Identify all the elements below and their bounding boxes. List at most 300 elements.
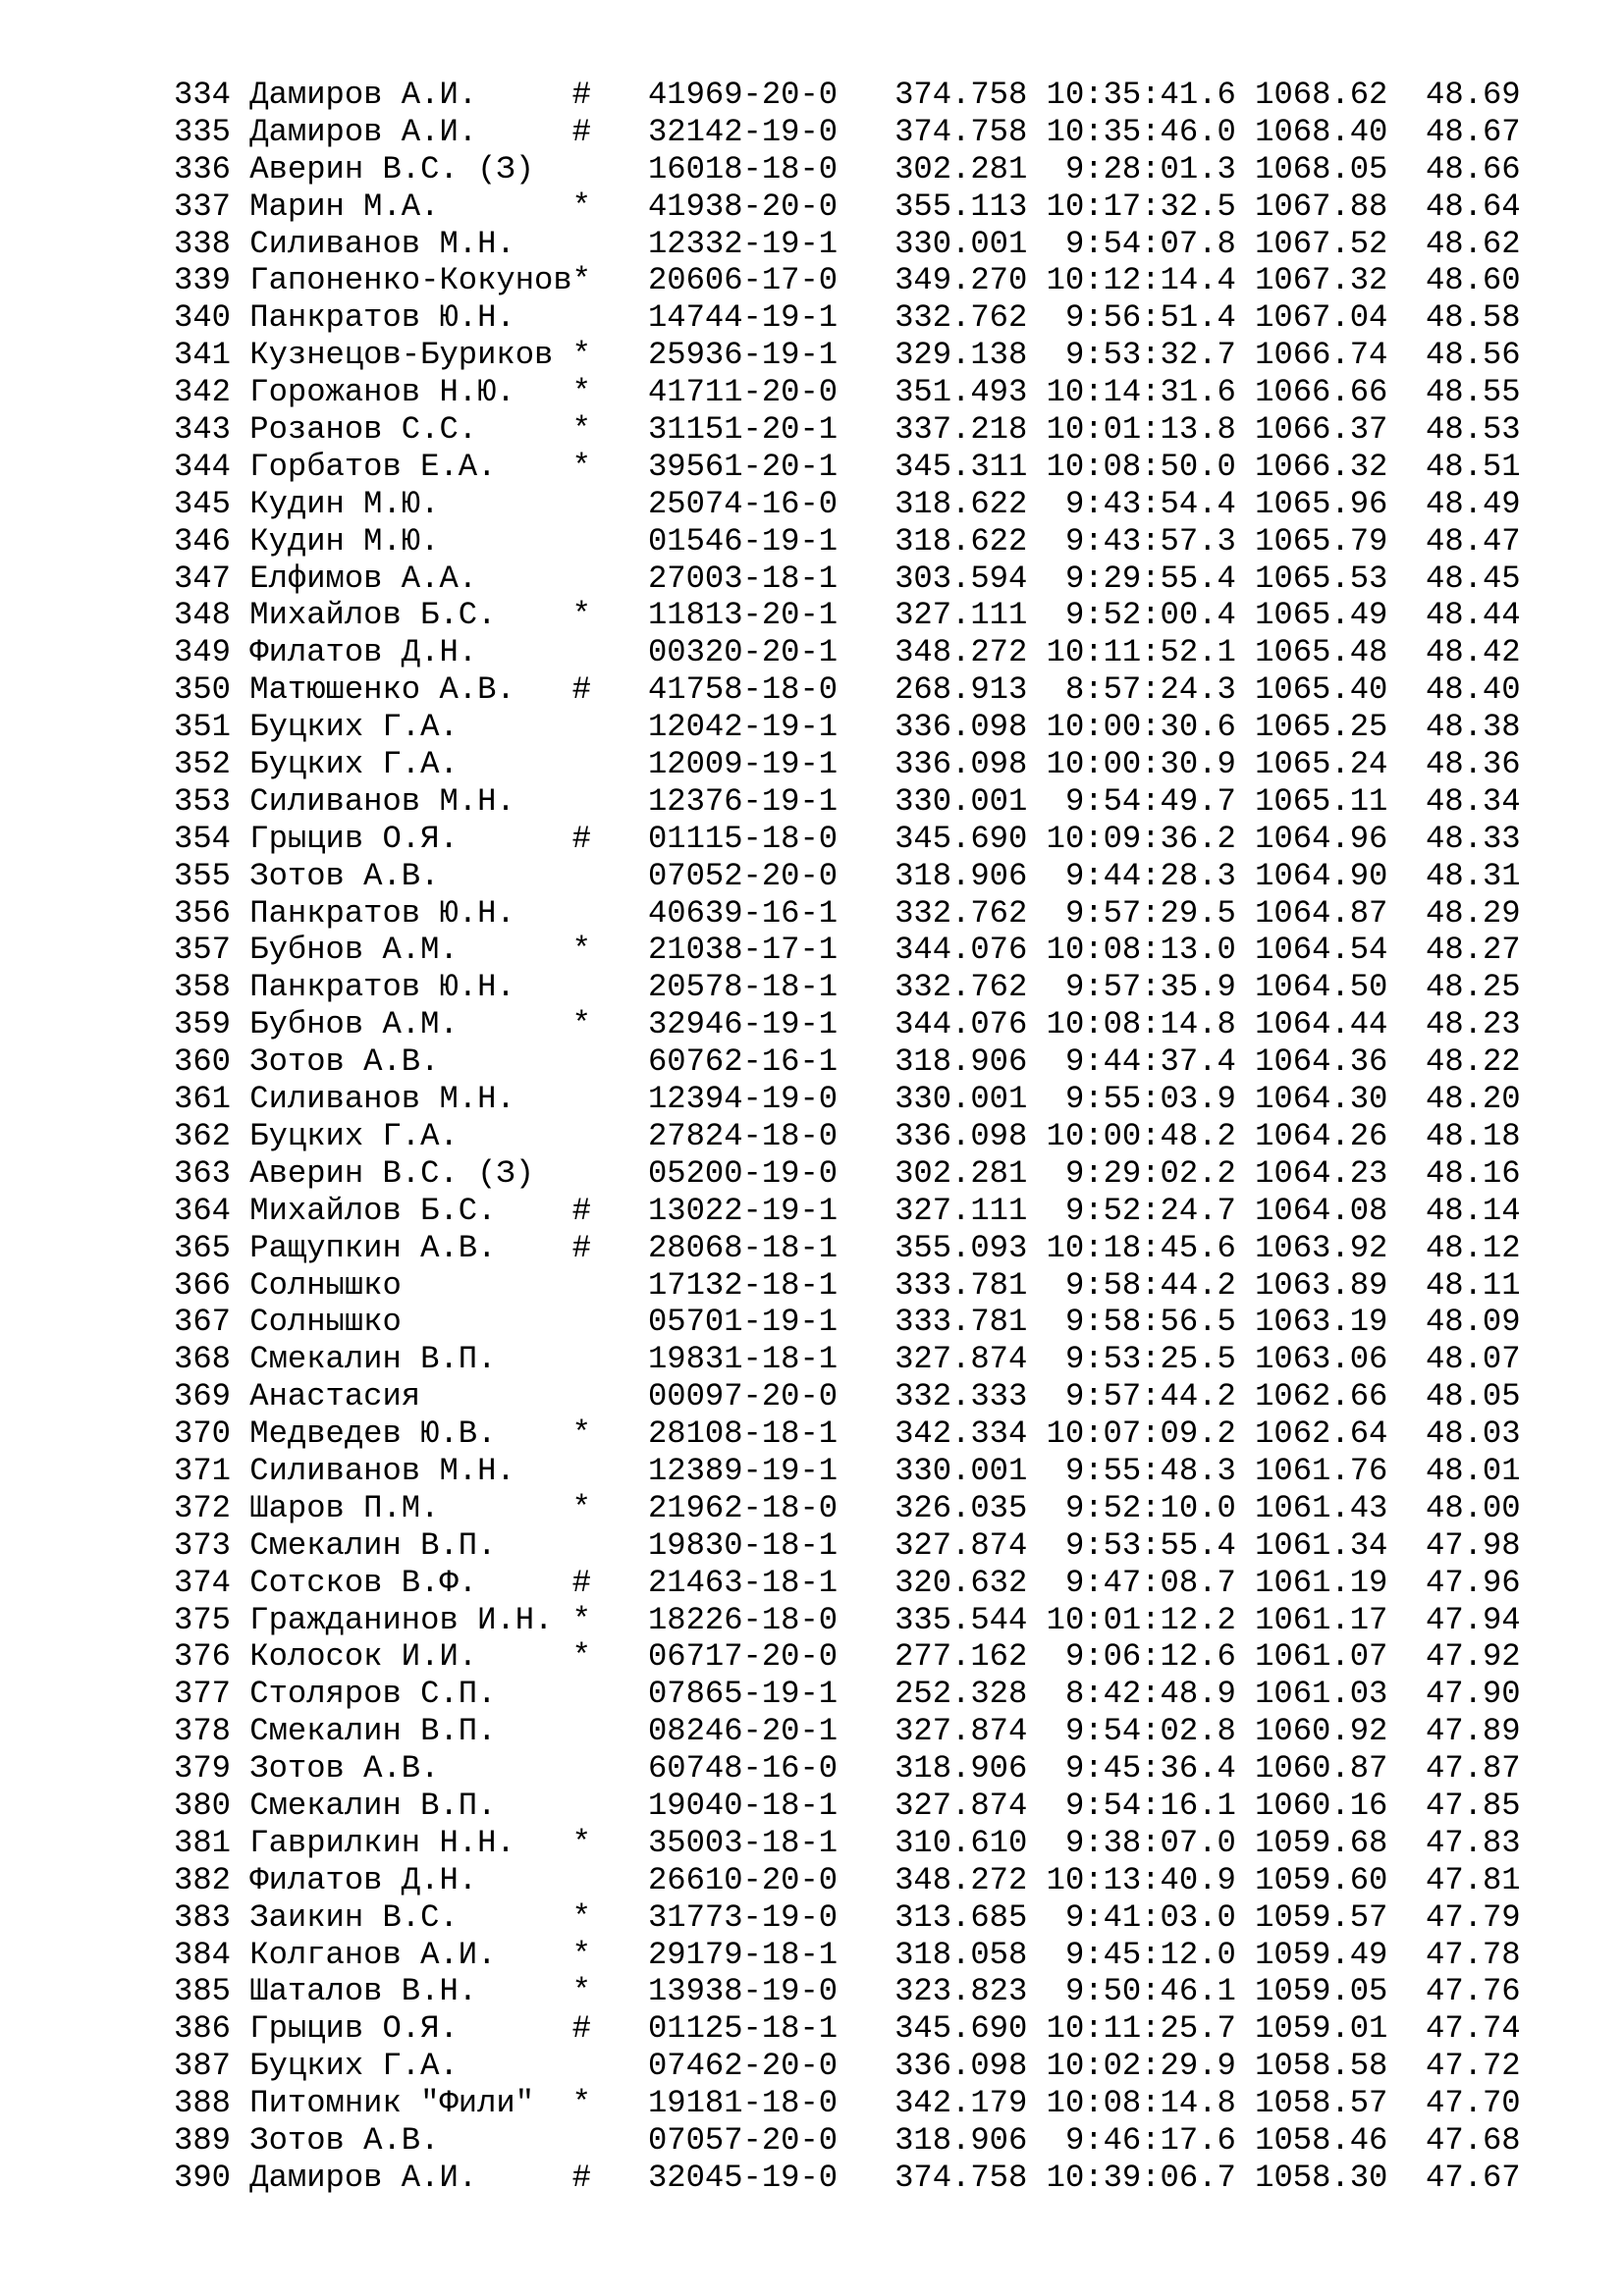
distance-cell: 345.690 <box>894 820 1028 857</box>
arrival-time-cell: 9:28:01.3 <box>1064 150 1236 187</box>
ring-number-cell: 32142-19-0 <box>647 113 839 150</box>
fancier-name-cell: Кудин М.Ю. <box>249 522 440 560</box>
arrival-time-cell: 10:35:46.0 <box>1046 113 1236 150</box>
points-cell: 48.29 <box>1425 894 1521 932</box>
distance-cell: 342.334 <box>894 1415 1028 1453</box>
distance-cell: 318.906 <box>894 1750 1028 1788</box>
fancier-name-cell: Дамиров А.И. <box>249 113 478 150</box>
place-cell: 382 <box>174 1861 231 1898</box>
table-row <box>174 1118 1521 1155</box>
place-cell: 367 <box>174 1304 231 1341</box>
fancier-name-cell: Буцких Г.А. <box>249 2048 459 2085</box>
place-cell: 366 <box>174 1266 231 1304</box>
distance-cell: 336.098 <box>894 746 1028 783</box>
place-cell: 374 <box>174 1564 231 1601</box>
ring-number-cell: 06717-20-0 <box>647 1638 839 1676</box>
place-cell: 378 <box>174 1713 231 1750</box>
arrival-time-cell: 9:57:35.9 <box>1064 969 1236 1006</box>
speed-cell: 1062.64 <box>1255 1415 1388 1453</box>
place-cell: 336 <box>174 150 231 187</box>
points-cell: 48.22 <box>1426 1043 1521 1081</box>
arrival-time-cell: 9:45:12.0 <box>1064 1936 1236 1973</box>
points-cell: 47.90 <box>1425 1676 1521 1713</box>
points-cell: 47.78 <box>1425 1936 1521 1973</box>
points-cell: 48.16 <box>1426 1154 1521 1192</box>
speed-cell: 1066.74 <box>1255 337 1388 374</box>
fancier-name-cell: Панкратов Ю.Н. <box>249 299 515 337</box>
fancier-name-cell: Колганов А.И. <box>249 1936 497 1973</box>
mark-cell: # <box>571 1564 591 1601</box>
fancier-name-cell: Зотов А.В. <box>249 1043 440 1081</box>
arrival-time-cell: 9:43:57.3 <box>1064 522 1236 560</box>
speed-cell: 1065.79 <box>1255 522 1388 560</box>
points-cell: 47.70 <box>1426 2085 1521 2122</box>
distance-cell: 332.762 <box>894 894 1028 932</box>
table-row <box>174 1638 1521 1676</box>
fancier-name-cell: Михайлов Б.С. <box>249 1192 497 1229</box>
points-cell: 48.11 <box>1425 1266 1521 1304</box>
arrival-time-cell: 9:52:10.0 <box>1064 1489 1236 1526</box>
distance-cell: 355.093 <box>894 1229 1028 1266</box>
speed-cell: 1060.16 <box>1255 1787 1388 1824</box>
arrival-time-cell: 9:58:56.5 <box>1064 1304 1236 1341</box>
points-cell: 48.55 <box>1425 374 1521 411</box>
ring-number-cell: 31773-19-0 <box>647 1898 839 1936</box>
fancier-name-cell: Панкратов Ю.Н. <box>249 969 515 1006</box>
table-row <box>174 1341 1521 1378</box>
speed-cell: 1066.32 <box>1255 448 1388 485</box>
speed-cell: 1064.87 <box>1255 894 1388 932</box>
arrival-time-cell: 9:06:12.6 <box>1064 1638 1236 1676</box>
place-cell: 386 <box>174 2010 231 2048</box>
table-row <box>174 299 1521 337</box>
mark-cell: * <box>571 597 591 634</box>
mark-cell: * <box>571 374 591 411</box>
distance-cell: 333.781 <box>894 1266 1028 1304</box>
speed-cell: 1064.90 <box>1255 857 1388 894</box>
table-row <box>174 1713 1521 1750</box>
points-cell: 48.25 <box>1425 969 1521 1006</box>
speed-cell: 1059.49 <box>1255 1936 1388 1973</box>
speed-cell: 1065.96 <box>1255 485 1388 522</box>
speed-cell: 1064.50 <box>1255 969 1388 1006</box>
distance-cell: 336.098 <box>894 709 1028 746</box>
arrival-time-cell: 8:42:48.9 <box>1064 1676 1236 1713</box>
table-row <box>174 1043 1521 1081</box>
distance-cell: 303.594 <box>894 560 1028 597</box>
table-row <box>174 1937 1521 1974</box>
ring-number-cell: 18226-18-0 <box>647 1601 839 1638</box>
speed-cell: 1064.08 <box>1255 1192 1388 1229</box>
mark-cell: # <box>571 671 591 709</box>
fancier-name-cell: Аверин В.С. (З) <box>249 1154 535 1192</box>
points-cell: 48.45 <box>1426 560 1521 597</box>
speed-cell: 1064.96 <box>1255 820 1388 857</box>
mark-cell: * <box>571 337 591 374</box>
table-row <box>174 1453 1521 1490</box>
mark-cell: * <box>571 1638 591 1676</box>
arrival-time-cell: 10:35:41.6 <box>1046 77 1236 113</box>
ring-number-cell: 05200-19-0 <box>647 1154 839 1192</box>
fancier-name-cell: Зотов А.В. <box>249 2121 440 2159</box>
ring-number-cell: 21463-18-1 <box>647 1564 839 1601</box>
mark-cell: * <box>571 2085 591 2122</box>
arrival-time-cell: 10:39:06.7 <box>1046 2159 1236 2196</box>
distance-cell: 327.111 <box>894 1192 1028 1229</box>
fancier-name-cell: Буцких Г.А. <box>249 1117 459 1154</box>
arrival-time-cell: 10:08:14.8 <box>1046 2085 1236 2122</box>
arrival-time-cell: 10:00:30.6 <box>1046 709 1236 746</box>
fancier-name-cell: Матюшенко А.В. <box>249 671 515 709</box>
fancier-name-cell: Смекалин В.П. <box>249 1526 497 1564</box>
ring-number-cell: 21962-18-0 <box>647 1489 839 1526</box>
ring-number-cell: 13938-19-0 <box>647 1973 839 2010</box>
speed-cell: 1066.66 <box>1255 374 1388 411</box>
mark-cell: * <box>571 1415 591 1453</box>
points-cell: 48.12 <box>1425 1229 1521 1266</box>
place-cell: 388 <box>174 2085 231 2122</box>
ring-number-cell: 16018-18-0 <box>647 150 839 187</box>
table-row <box>174 1006 1521 1043</box>
arrival-time-cell: 9:55:03.9 <box>1064 1081 1236 1118</box>
fancier-name-cell: Смекалин В.П. <box>249 1787 497 1824</box>
speed-cell: 1064.44 <box>1255 1006 1388 1043</box>
fancier-name-cell: Силиванов М.Н. <box>249 225 515 262</box>
table-row <box>174 374 1521 411</box>
distance-cell: 348.272 <box>894 1861 1028 1898</box>
place-cell: 375 <box>174 1601 231 1638</box>
place-cell: 360 <box>174 1043 231 1081</box>
ring-number-cell: 28108-18-1 <box>647 1415 839 1453</box>
ring-number-cell: 08246-20-1 <box>647 1713 839 1750</box>
ring-number-cell: 07052-20-0 <box>647 857 839 894</box>
arrival-time-cell: 9:57:44.2 <box>1064 1378 1236 1415</box>
speed-cell: 1058.46 <box>1255 2121 1388 2159</box>
fancier-name-cell: Солнышко <box>249 1304 402 1341</box>
speed-cell: 1061.43 <box>1255 1489 1388 1526</box>
arrival-time-cell: 9:29:02.2 <box>1064 1154 1236 1192</box>
table-row <box>174 1081 1521 1118</box>
fancier-name-cell: Гапоненко-Кокунов <box>249 262 572 299</box>
place-cell: 352 <box>174 746 231 783</box>
mark-cell: * <box>571 1898 591 1936</box>
speed-cell: 1065.24 <box>1255 746 1388 783</box>
mark-cell: # <box>571 77 591 113</box>
table-row <box>174 1378 1521 1415</box>
table-row <box>174 671 1521 709</box>
table-row <box>174 932 1521 969</box>
table-row <box>174 77 1521 114</box>
points-cell: 48.36 <box>1426 746 1521 783</box>
points-cell: 48.27 <box>1426 932 1521 969</box>
ring-number-cell: 11813-20-1 <box>647 597 839 634</box>
ring-number-cell: 41938-20-0 <box>647 187 839 225</box>
mark-cell: * <box>571 1824 591 1861</box>
place-cell: 379 <box>174 1750 231 1788</box>
points-cell: 47.74 <box>1426 2010 1521 2048</box>
fancier-name-cell: Колосок И.И. <box>249 1638 478 1676</box>
table-row <box>174 597 1521 634</box>
arrival-time-cell: 9:46:17.6 <box>1064 2121 1236 2159</box>
distance-cell: 329.138 <box>894 337 1028 374</box>
mark-cell: * <box>571 1489 591 1526</box>
ring-number-cell: 19181-18-0 <box>647 2085 839 2122</box>
distance-cell: 252.328 <box>894 1676 1028 1713</box>
table-row <box>174 821 1521 858</box>
place-cell: 345 <box>174 485 231 522</box>
arrival-time-cell: 8:57:24.3 <box>1064 671 1236 709</box>
place-cell: 381 <box>174 1824 231 1861</box>
arrival-time-cell: 9:29:55.4 <box>1064 560 1236 597</box>
arrival-time-cell: 10:08:13.0 <box>1046 932 1236 969</box>
speed-cell: 1059.68 <box>1255 1824 1388 1861</box>
table-row <box>174 2122 1521 2160</box>
table-row <box>174 1490 1521 1527</box>
place-cell: 385 <box>174 1973 231 2010</box>
points-cell: 47.76 <box>1426 1973 1521 2010</box>
place-cell: 364 <box>174 1192 231 1229</box>
distance-cell: 318.906 <box>894 1043 1028 1081</box>
table-row <box>174 1193 1521 1230</box>
ring-number-cell: 32045-19-0 <box>647 2159 839 2196</box>
points-cell: 48.64 <box>1426 187 1521 225</box>
ring-number-cell: 07462-20-0 <box>647 2048 839 2085</box>
distance-cell: 351.493 <box>894 374 1028 411</box>
ring-number-cell: 25936-19-1 <box>647 337 839 374</box>
mark-cell: * <box>571 1006 591 1043</box>
mark-cell: # <box>571 2010 591 2048</box>
place-cell: 371 <box>174 1452 231 1489</box>
fancier-name-cell: Силиванов М.Н. <box>249 1081 515 1118</box>
fancier-name-cell: Кудин М.Ю. <box>249 485 440 522</box>
fancier-name-cell: Марин М.А. <box>249 187 440 225</box>
speed-cell: 1065.53 <box>1255 560 1388 597</box>
fancier-name-cell: Сотсков В.Ф. <box>249 1564 478 1601</box>
points-cell: 48.07 <box>1425 1341 1521 1378</box>
place-cell: 359 <box>174 1006 231 1043</box>
arrival-time-cell: 9:52:24.7 <box>1064 1192 1236 1229</box>
place-cell: 368 <box>174 1341 231 1378</box>
distance-cell: 374.758 <box>894 77 1028 113</box>
place-cell: 383 <box>174 1898 231 1936</box>
ring-number-cell: 20606-17-0 <box>647 262 839 299</box>
arrival-time-cell: 10:18:45.6 <box>1046 1229 1236 1266</box>
speed-cell: 1063.92 <box>1255 1229 1388 1266</box>
distance-cell: 333.781 <box>894 1304 1028 1341</box>
arrival-time-cell: 9:55:48.3 <box>1064 1452 1236 1489</box>
fancier-name-cell: Буцких Г.А. <box>249 746 459 783</box>
distance-cell: 337.218 <box>894 411 1028 449</box>
points-cell: 48.03 <box>1425 1415 1521 1453</box>
arrival-time-cell: 9:54:07.8 <box>1064 225 1236 262</box>
ring-number-cell: 19831-18-1 <box>647 1341 839 1378</box>
distance-cell: 318.058 <box>894 1936 1028 1973</box>
ring-number-cell: 01115-18-0 <box>647 820 839 857</box>
ring-number-cell: 41969-20-0 <box>647 77 839 113</box>
arrival-time-cell: 9:38:07.0 <box>1064 1824 1236 1861</box>
mark-cell: # <box>571 820 591 857</box>
distance-cell: 330.001 <box>894 782 1028 820</box>
distance-cell: 345.311 <box>894 448 1028 485</box>
ring-number-cell: 00097-20-0 <box>647 1378 839 1415</box>
arrival-time-cell: 9:53:25.5 <box>1064 1341 1236 1378</box>
distance-cell: 342.179 <box>894 2085 1028 2122</box>
table-row <box>174 1565 1521 1602</box>
arrival-time-cell: 10:14:31.6 <box>1046 374 1236 411</box>
ring-number-cell: 00320-20-1 <box>647 634 839 671</box>
points-cell: 48.66 <box>1426 150 1521 187</box>
distance-cell: 268.913 <box>894 671 1028 709</box>
fancier-name-cell: Горожанов Н.Ю. <box>249 374 515 411</box>
distance-cell: 345.690 <box>894 2010 1028 2048</box>
fancier-name-cell: Солнышко <box>249 1266 402 1304</box>
speed-cell: 1059.01 <box>1255 2010 1388 2048</box>
ring-number-cell: 14744-19-1 <box>647 299 839 337</box>
speed-cell: 1068.62 <box>1255 77 1388 113</box>
speed-cell: 1067.52 <box>1255 225 1388 262</box>
place-cell: 342 <box>174 374 231 411</box>
mark-cell: # <box>571 2159 591 2196</box>
distance-cell: 336.098 <box>894 1117 1028 1154</box>
fancier-name-cell: Елфимов А.А. <box>249 560 478 597</box>
fancier-name-cell: Розанов С.С. <box>249 411 478 449</box>
mark-cell: * <box>571 448 591 485</box>
distance-cell: 330.001 <box>894 1081 1028 1118</box>
arrival-time-cell: 10:08:14.8 <box>1046 1006 1236 1043</box>
points-cell: 47.89 <box>1425 1713 1521 1750</box>
fancier-name-cell: Ращупкин А.В. <box>249 1229 497 1266</box>
table-row <box>174 1527 1521 1565</box>
fancier-name-cell: Бубнов А.М. <box>249 932 459 969</box>
place-cell: 363 <box>174 1154 231 1192</box>
place-cell: 365 <box>174 1229 231 1266</box>
arrival-time-cell: 9:43:54.4 <box>1064 485 1236 522</box>
points-cell: 48.58 <box>1425 299 1521 337</box>
mark-cell: * <box>571 411 591 449</box>
place-cell: 338 <box>174 225 231 262</box>
place-cell: 358 <box>174 969 231 1006</box>
results-table <box>174 77 1521 2197</box>
table-row <box>174 262 1521 299</box>
distance-cell: 318.622 <box>894 522 1028 560</box>
place-cell: 377 <box>174 1676 231 1713</box>
arrival-time-cell: 10:08:50.0 <box>1046 448 1236 485</box>
place-cell: 343 <box>174 411 231 449</box>
speed-cell: 1067.04 <box>1255 299 1388 337</box>
distance-cell: 335.544 <box>894 1601 1028 1638</box>
place-cell: 347 <box>174 560 231 597</box>
place-cell: 349 <box>174 634 231 671</box>
fancier-name-cell: Аверин В.С. (З) <box>249 150 535 187</box>
points-cell: 48.69 <box>1426 77 1521 113</box>
fancier-name-cell: Шаров П.М. <box>249 1489 440 1526</box>
place-cell: 387 <box>174 2048 231 2085</box>
points-cell: 47.85 <box>1425 1787 1521 1824</box>
distance-cell: 327.874 <box>894 1713 1028 1750</box>
mark-cell: * <box>571 932 591 969</box>
ring-number-cell: 19830-18-1 <box>647 1526 839 1564</box>
arrival-time-cell: 9:54:49.7 <box>1064 782 1236 820</box>
points-cell: 48.00 <box>1426 1489 1521 1526</box>
table-row <box>174 746 1521 783</box>
distance-cell: 277.162 <box>894 1638 1028 1676</box>
fancier-name-cell: Медведев Ю.В. <box>249 1415 497 1453</box>
ring-number-cell: 32946-19-1 <box>647 1006 839 1043</box>
place-cell: 353 <box>174 782 231 820</box>
speed-cell: 1065.49 <box>1255 597 1388 634</box>
speed-cell: 1060.92 <box>1255 1713 1388 1750</box>
points-cell: 48.20 <box>1425 1081 1521 1118</box>
ring-number-cell: 12042-19-1 <box>647 709 839 746</box>
ring-number-cell: 25074-16-0 <box>647 485 839 522</box>
arrival-time-cell: 9:52:00.4 <box>1064 597 1236 634</box>
place-cell: 355 <box>174 857 231 894</box>
speed-cell: 1067.88 <box>1255 187 1388 225</box>
points-cell: 48.38 <box>1426 709 1521 746</box>
speed-cell: 1064.54 <box>1255 932 1388 969</box>
points-cell: 47.98 <box>1425 1526 1521 1564</box>
points-cell: 48.40 <box>1425 671 1521 709</box>
ring-number-cell: 31151-20-1 <box>647 411 839 449</box>
table-row <box>174 1602 1521 1639</box>
place-cell: 376 <box>174 1638 231 1676</box>
arrival-time-cell: 10:12:14.4 <box>1046 262 1236 299</box>
speed-cell: 1061.19 <box>1255 1564 1388 1601</box>
speed-cell: 1058.30 <box>1255 2159 1388 2196</box>
arrival-time-cell: 9:53:32.7 <box>1064 337 1236 374</box>
points-cell: 48.56 <box>1426 337 1521 374</box>
arrival-time-cell: 10:11:25.7 <box>1046 2010 1236 2048</box>
ring-number-cell: 01546-19-1 <box>647 522 839 560</box>
table-row <box>174 783 1521 821</box>
speed-cell: 1064.36 <box>1255 1043 1388 1081</box>
fancier-name-cell: Дамиров А.И. <box>249 77 478 113</box>
arrival-time-cell: 10:01:12.2 <box>1046 1601 1236 1638</box>
speed-cell: 1059.57 <box>1255 1898 1388 1936</box>
points-cell: 48.49 <box>1426 485 1521 522</box>
distance-cell: 349.270 <box>894 262 1028 299</box>
mark-cell: # <box>571 1229 591 1266</box>
place-cell: 390 <box>174 2159 231 2196</box>
points-cell: 47.87 <box>1426 1750 1521 1788</box>
place-cell: 335 <box>174 113 231 150</box>
mark-cell: * <box>571 1601 591 1638</box>
ring-number-cell: 60748-16-0 <box>647 1750 839 1788</box>
points-cell: 47.67 <box>1426 2159 1521 2196</box>
points-cell: 48.53 <box>1426 411 1521 449</box>
distance-cell: 327.874 <box>894 1341 1028 1378</box>
points-cell: 48.60 <box>1425 262 1521 299</box>
table-row <box>174 561 1521 598</box>
fancier-name-cell: Зотов А.В. <box>249 1750 440 1788</box>
distance-cell: 336.098 <box>894 2048 1028 2085</box>
points-cell: 48.14 <box>1425 1192 1521 1229</box>
points-cell: 48.34 <box>1425 782 1521 820</box>
place-cell: 344 <box>174 448 231 485</box>
distance-cell: 318.622 <box>894 485 1028 522</box>
place-cell: 361 <box>174 1081 231 1118</box>
fancier-name-cell: Зотов А.В. <box>249 857 440 894</box>
mark-cell: * <box>571 262 591 299</box>
points-cell: 47.94 <box>1426 1601 1521 1638</box>
fancier-name-cell: Смекалин В.П. <box>249 1341 497 1378</box>
table-row <box>174 411 1521 449</box>
distance-cell: 323.823 <box>894 1973 1028 2010</box>
table-row <box>174 188 1521 226</box>
distance-cell: 310.610 <box>894 1824 1028 1861</box>
distance-cell: 320.632 <box>894 1564 1028 1601</box>
ring-number-cell: 41711-20-0 <box>647 374 839 411</box>
